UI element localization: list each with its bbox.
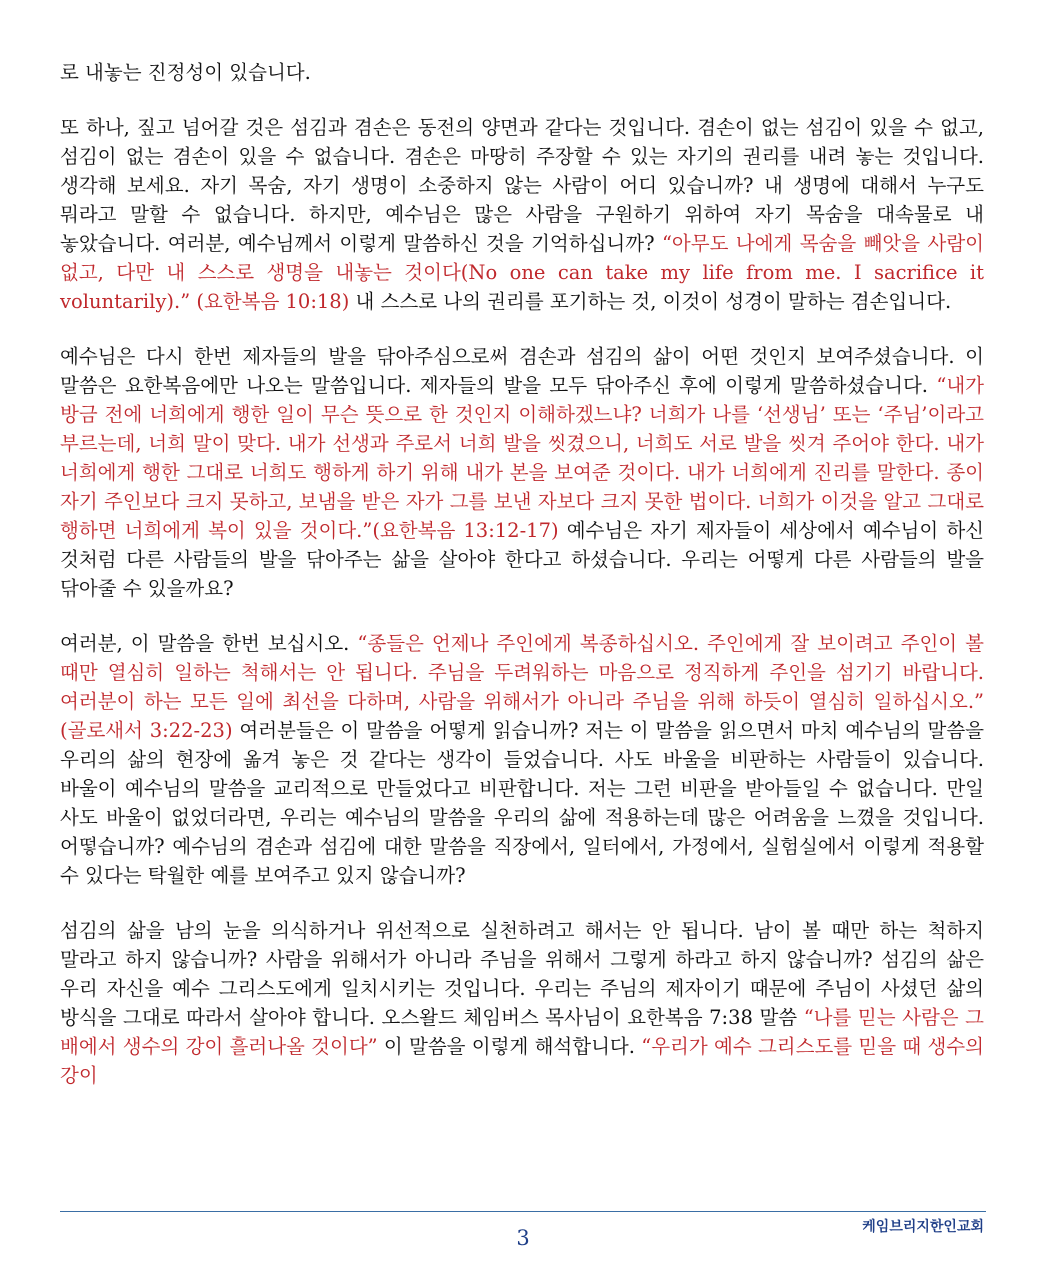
body-text: 섬김의 삶을 남의 눈을 의식하거나 위선적으로 실천하려고 해서는 안 됩니다. 남이 볼 때만 하는 척하지 말라고 하지 않습니까? 사람을 위해서가 아니라 주님을 위해서 그렇게 하라고 하지 않습니까? 섬김의 삶은 우리 자신을 예수 그리스도에게 일치시키는 것입니다. 우리는 주님의 제자이기 때문에 주님이 사셨던 삶의 방식을 그대로 따라서 살아야 합니다. 오스왈드 체임버스 목사님이 요한복음 7:38 말씀 [60, 919, 984, 1029]
paragraph [60, 342, 984, 603]
body-text: 예수님은 자기 제자들이 세상에서 예수님이 하신 것처럼 다른 사람들의 발을 닦아주는 삶을 살아야 한다고 하셨습니다. 우리는 어떻게 다른 사람들의 발을 닦아줄 수 있을까요? [60, 519, 984, 600]
body-text: 예수님은 다시 한번 제자들의 발을 닦아주심으로써 겸손과 섬김의 삶이 어떤 것인지 보여주셨습니다. 이 말씀은 요한복음에만 나오는 말씀입니다. 제자들의 발을 모두 닦아주신 후에 이렇게 말씀하셨습니다. [60, 345, 984, 397]
church-name: 케임브리지한인교회 [862, 1219, 984, 1235]
scripture-quote: “내가 방금 전에 너희에게 행한 일이 무슨 뜻으로 한 것인지 이해하겠느냐? 너희가 나를 ‘선생님’ 또는 ‘주님’이라고 부르는데, 너희 말이 맞다. 내가 선생과 주로서 너희 발을 씻겼으니, 너희도 서로 발을 씻겨 주어야 한다. 내가 너희에게 행한 그대로 너희도 행하게 하기 위해 내가 본을 보여준 것이다. 내가 너희에게 진리를 말한다. 종이 자기 주인보다 크지 못하고, 보냄을 받은 자가 그를 보낸 자보다 크지 못한 법이다. 너희가 이것을 알고 그대로 행하면 너희에게 복이 있을 것이다.”(요한복음 13:12-17) [60, 374, 984, 542]
paragraph [60, 916, 984, 1090]
scripture-quote: “우리가 예수 그리스도를 믿을 때 생수의 강이 [60, 1035, 984, 1087]
sermon-body [60, 58, 984, 1116]
footer-divider [60, 1211, 986, 1212]
scripture-quote: “종들은 언제나 주인에게 복종하십시오. 주인에게 잘 보이려고 주인이 볼 때만 열심히 일하는 척해서는 안 됩니다. 주님을 두려워하는 마음으로 정직하게 주인을 섬기기 바랍니다. 여러분이 하는 모든 일에 최선을 다하며, 사람을 위해서가 아니라 주님을 위해 하듯이 열심히 일하십시오.” (골로새서 3:22-23) [60, 632, 984, 742]
paragraph [60, 113, 984, 316]
paragraph [60, 58, 984, 87]
body-text: 또 하나, 짚고 넘어갈 것은 섬김과 겸손은 동전의 양면과 같다는 것입니다. 겸손이 없는 섬김이 있을 수 없고, 섬김이 없는 겸손이 있을 수 없습니다. 겸손은 마땅히 주장할 수 있는 자기의 권리를 내려 놓는 것입니다. 생각해 보세요. 자기 목숨, 자기 생명이 소중하지 않는 사람이 어디 있습니까? 내 생명에 대해서 누구도 뭐라고 말할 수 없습니다. 하지만, 예수님은 많은 사람을 구원하기 위하여 자기 목숨을 대속물로 내 놓았습니다. 여러분, 예수님께서 이렇게 말씀하신 것을 기억하십니까? [60, 116, 984, 255]
scripture-quote: “나를 믿는 사람은 그 배에서 생수의 강이 흘러나올 것이다” [60, 1006, 985, 1058]
body-text: 여러분들은 이 말씀을 어떻게 읽습니까? 저는 이 말씀을 읽으면서 마치 예수님의 말씀을 우리의 삶의 현장에 옮겨 놓은 것 같다는 생각이 들었습니다. 사도 바울을 비판하는 사람들이 있습니다. 바울이 예수님의 말씀을 교리적으로 만들었다고 비판합니다. 저는 그런 비판을 받아들일 수 없습니다. 만일 사도 바울이 없었더라면, 우리는 예수님의 말씀을 우리의 삶에 적용하는데 많은 어려움을 느꼈을 것입니다. 어떻습니까? 예수님의 겸손과 섬김에 대한 말씀을 직장에서, 일터에서, 가정에서, 실험실에서 이렇게 적용할 수 있다는 탁월한 예를 보여주고 있지 않습니까? [60, 719, 984, 887]
body-text: 내 스스로 나의 권리를 포기하는 것, 이것이 성경이 말하는 겸손입니다. [349, 290, 952, 313]
page-number: 3 [516, 1226, 530, 1250]
body-text: 로 내놓는 진정성이 있습니다. [60, 61, 311, 84]
body-text: 이 말씀을 이렇게 해석합니다. [377, 1035, 642, 1058]
body-text: 여러분, 이 말씀을 한번 보십시오. [60, 632, 358, 655]
scripture-quote: “아무도 나에게 목숨을 빼앗을 사람이 없고, 다만 내 스스로 생명을 내놓는 것이다(No one can take my life from me. I sacrifice it voluntarily).” (요한복음 10:18) [60, 232, 984, 313]
paragraph [60, 629, 984, 890]
